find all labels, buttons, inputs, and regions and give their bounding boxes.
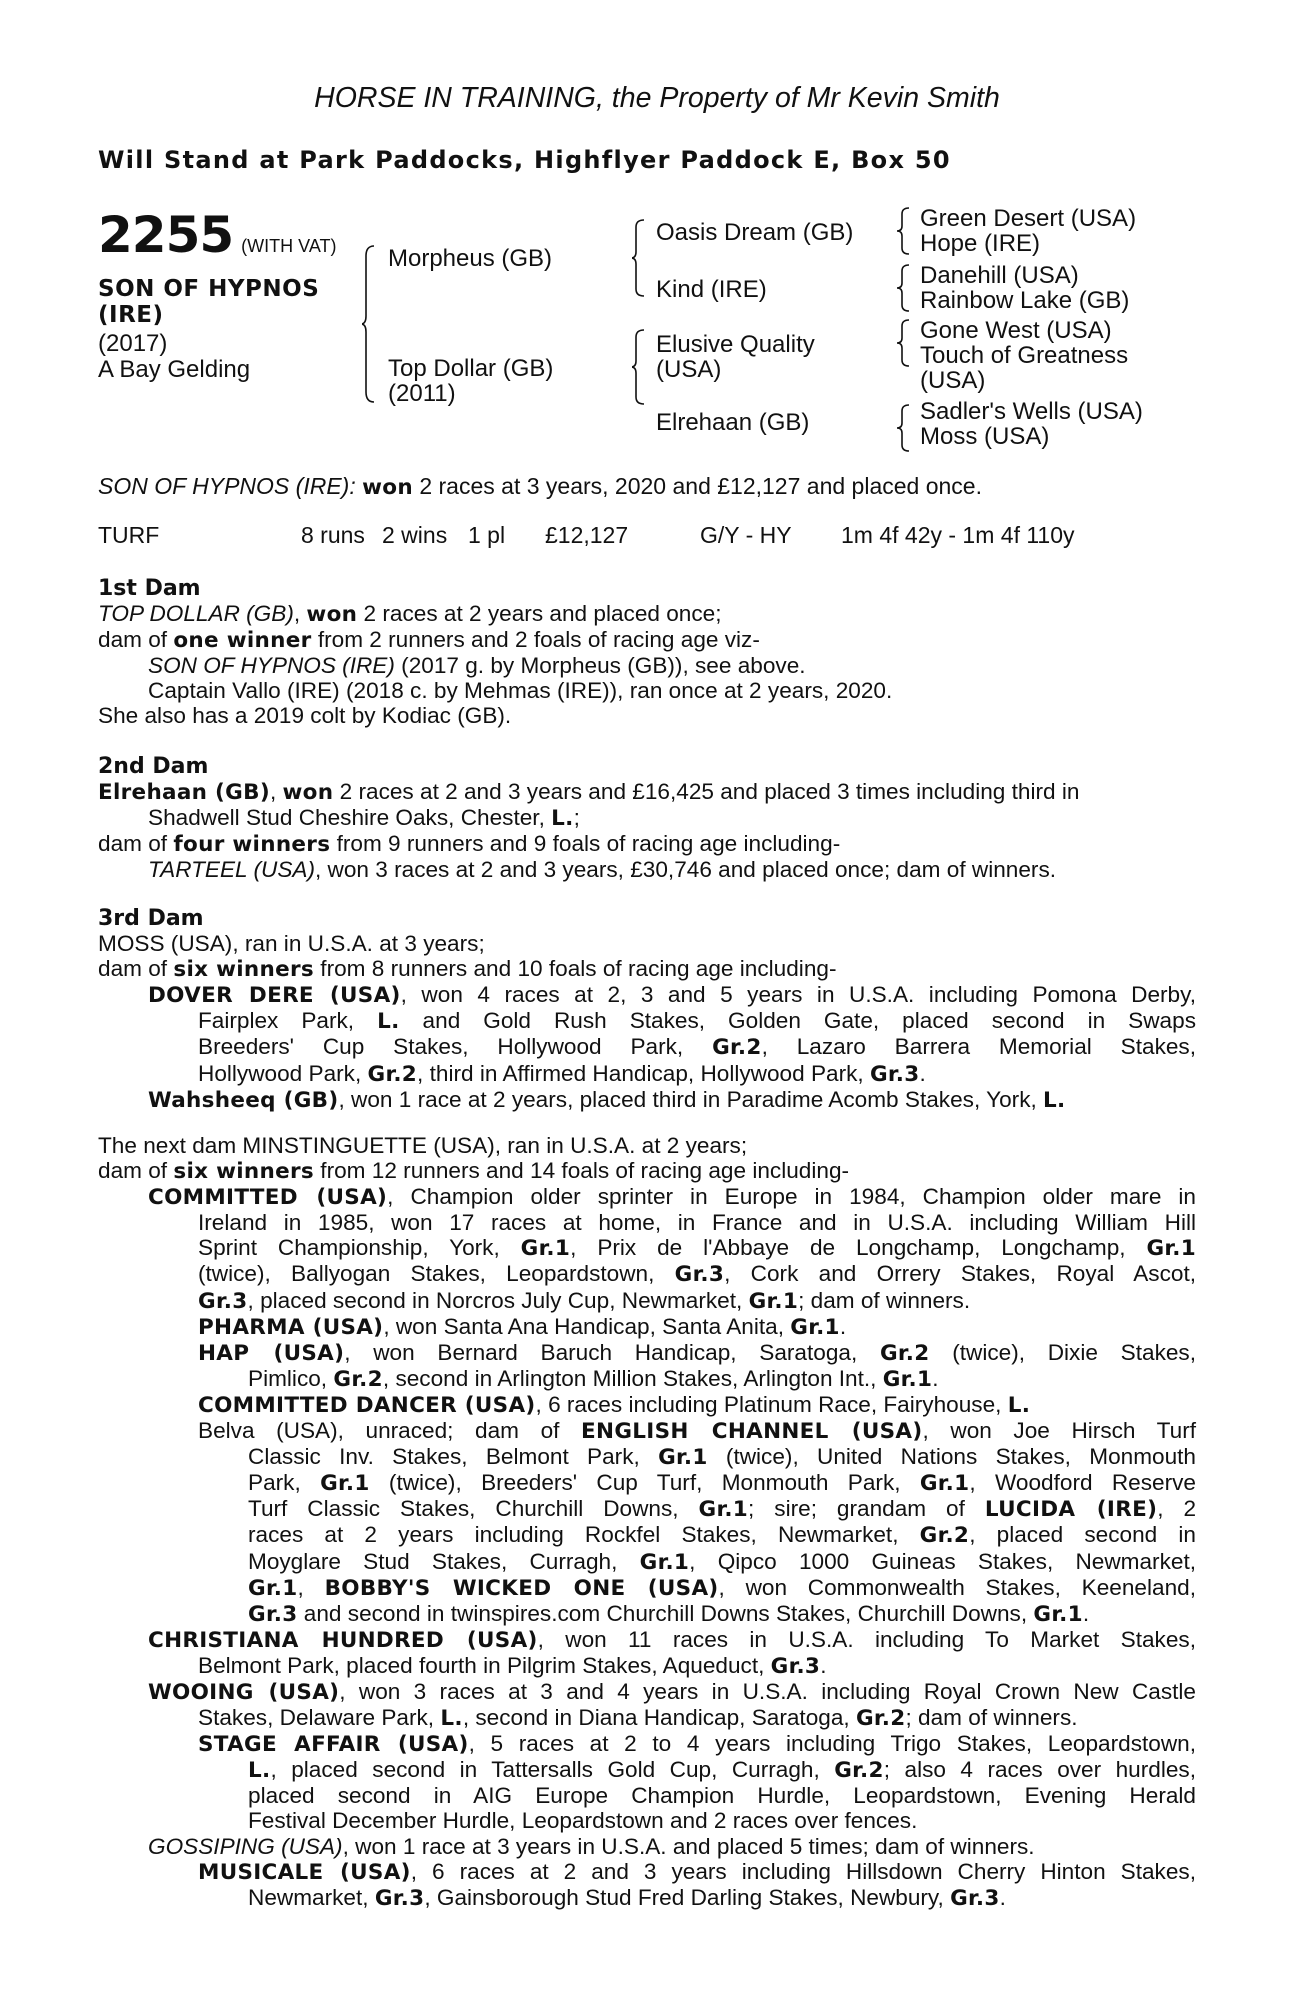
text: , Champion older sprinter in Europe in 1984, Champion older mare in [387, 1184, 1196, 1210]
race-grade: L. [1007, 1392, 1031, 1418]
third-dam-heading: 3rd Dam [98, 906, 204, 931]
first-dam-heading: 1st Dam [98, 576, 201, 601]
horse-name-suffix: (IRE) [98, 302, 164, 328]
race-grade: Gr.1 [520, 1236, 571, 1262]
dam-sire [656, 332, 815, 382]
race-grade: Gr.1 [320, 1471, 370, 1497]
sss: Green Desert (USA) [920, 205, 1137, 232]
dss: Gone West (USA) [920, 317, 1112, 344]
text: ; dam of winners. [798, 1287, 971, 1313]
text: and Gold Rush Stakes, Golden Gate, placed second in Swaps [399, 1008, 1196, 1034]
text: , 2 [1157, 1496, 1197, 1522]
text: (twice), Breeders' Cup Turf, Monmouth Park, [369, 1470, 920, 1496]
dam-sire-name: Elusive Quality [656, 331, 815, 358]
text: dam of [98, 956, 174, 982]
race-grade: Gr.3 [770, 1653, 821, 1679]
text: Breeders' Cup Stakes, Hollywood Park, [198, 1034, 713, 1060]
offspring-name: COMMITTED (USA) [148, 1185, 388, 1211]
text: Belmont Park, placed fourth in Pilgrim Stakes, Aqueduct, [198, 1652, 771, 1678]
dam-line: The next dam MINSTINGUETTE (USA), ran in U.S.A. at 2 years; [98, 1133, 748, 1158]
dds: Sadler's Wells (USA) [920, 398, 1143, 425]
text: ; also 4 races over hurdles, [883, 1757, 1196, 1783]
text: , Prix de l'Abbaye de Longchamp, Longchamp, [570, 1235, 1147, 1261]
race-grade: Gr.1 [919, 1471, 970, 1497]
text: Classic Inv. Stakes, Belmont Park, [248, 1444, 659, 1470]
summary-won: won [362, 475, 413, 500]
text: Pimlico, [248, 1365, 334, 1391]
text: , won 1 race at 2 years, placed third in Paradime Acomb Stakes, York, [338, 1086, 1044, 1112]
dam-brace [632, 328, 646, 406]
sd-brace [897, 263, 911, 313]
offspring-name: BOBBY'S WICKED ONE (USA) [324, 1575, 719, 1601]
text: , 5 races at 2 to 4 years including Trigo Stakes, Leopardstown, [468, 1731, 1196, 1757]
vat-note: (WITH VAT) [241, 236, 337, 256]
sire-dam-brace [362, 244, 376, 404]
sire-brace [632, 218, 646, 298]
offspring-name: DOVER DERE (USA) [148, 983, 401, 1009]
text: , placed second in [969, 1522, 1196, 1548]
text: from 2 runners and 2 foals of racing age viz- [311, 627, 760, 653]
race-grade: Gr.2 [919, 1523, 970, 1549]
race-grade: Gr.1 [639, 1549, 690, 1575]
race-grade: L. [551, 806, 574, 832]
race-grade: Gr.3 [869, 1061, 920, 1087]
race-grade: L. [1043, 1087, 1066, 1113]
turf-earnings: £12,127 [545, 522, 629, 548]
stand-location: Will Stand at Park Paddocks, Highflyer Paddock E, Box 50 [98, 146, 951, 174]
dam-name: TOP DOLLAR (GB) [98, 601, 294, 627]
text: . [839, 1313, 847, 1339]
sds: Danehill (USA) [920, 262, 1079, 289]
race-grade: Gr.2 [333, 1366, 383, 1392]
text: , second in Arlington Million Stakes, Arlington Int., [382, 1365, 883, 1391]
dam-sire-country: (USA) [656, 356, 722, 383]
dam-name: Top Dollar (GB) [388, 355, 554, 382]
text: . [919, 1060, 926, 1086]
text: , won Joe Hirsch Turf [922, 1418, 1197, 1444]
horse-name-line: SON OF HYPNOS [98, 276, 320, 302]
race-grade: Gr.3 [950, 1885, 1000, 1911]
text: dam of [98, 627, 174, 653]
race-grade: L. [248, 1758, 271, 1784]
text: , Cork and Orrery Stakes, Royal Ascot, [724, 1261, 1196, 1287]
race-grade: Gr.1 [658, 1445, 708, 1471]
text: , 6 races at 2 and 3 years including Hillsdown Cherry Hinton Stakes, [410, 1858, 1196, 1884]
winners-count: four winners [173, 832, 331, 858]
offspring-name: ENGLISH CHANNEL (USA) [581, 1419, 923, 1445]
text: , third in Affirmed Handicap, Hollywood Park, [417, 1060, 870, 1086]
text: Shadwell Stud Cheshire Oaks, Chester, [148, 805, 552, 831]
ss-brace [897, 206, 911, 256]
dam-dam: Elrehaan (GB) [656, 409, 810, 436]
text: Newmarket, [248, 1884, 375, 1910]
offspring-name: TARTEEL (USA) [148, 857, 315, 883]
text: (twice), Dixie Stakes, [929, 1339, 1197, 1365]
won-label: won [282, 780, 334, 806]
text: , won Bernard Baruch Handicap, Saratoga, [344, 1339, 880, 1365]
text: Turf Classic Stakes, Churchill Downs, [248, 1496, 699, 1522]
offspring-line: Captain Vallo (IRE) (2018 c. by Mehmas (IRE)), ran once at 2 years, 2020. [148, 678, 893, 704]
summary-text: 2 races at 3 years, 2020 and £12,127 and placed once. [412, 473, 982, 499]
text: , Gainsborough Stud Fred Darling Stakes, Newbury, [424, 1884, 951, 1910]
ssd: Hope (IRE) [920, 230, 1041, 257]
turf-surface: TURF [98, 522, 160, 548]
offspring-name: Wahsheeq (GB) [148, 1087, 339, 1113]
text: Hollywood Park, [198, 1060, 368, 1086]
race-grade: Gr.3 [248, 1601, 298, 1627]
won-label: won [306, 602, 358, 628]
dam-name: Elrehaan (GB) [98, 780, 270, 806]
text: , won 11 races in U.S.A. including To Market Stakes, [537, 1626, 1196, 1652]
text: . [999, 1884, 1006, 1910]
sire-sire: Oasis Dream (GB) [656, 219, 854, 246]
text: from 12 runners and 14 foals of racing age including- [314, 1158, 850, 1184]
text: dam of [98, 831, 174, 857]
race-grade: Gr.3 [674, 1262, 725, 1288]
text: , won Santa Ana Handicap, Santa Anita, [383, 1313, 791, 1339]
sire: Morpheus (GB) [388, 245, 553, 272]
race-grade: L. [440, 1706, 463, 1732]
text: from 8 runners and 10 foals of racing age including- [314, 956, 837, 982]
sdd: Rainbow Lake (GB) [920, 287, 1130, 314]
first-dam-section [98, 576, 1196, 729]
race-grade: Gr.2 [712, 1035, 762, 1061]
offspring-name: LUCIDA (IRE) [984, 1497, 1158, 1523]
note-line: She also has a 2019 colt by Kodiac (GB). [98, 703, 512, 729]
winners-count: six winners [173, 1159, 315, 1185]
text: , [297, 1574, 325, 1600]
horse-year: (2017) [98, 330, 168, 357]
text-line: Ireland in 1985, won 17 races at home, in France and in U.S.A. including William Hill [198, 1210, 1196, 1236]
lot-number: 2255 [98, 206, 234, 264]
summary-colon: : [349, 473, 363, 499]
sire-dam: Kind (IRE) [656, 276, 767, 303]
race-grade: Gr.1 [790, 1314, 840, 1340]
turf-runs: 8 runs [301, 522, 365, 548]
text-line: placed second in AIG Europe Champion Hurdle, Leopardstown, Evening Herald [248, 1783, 1196, 1809]
text: , Qipco 1000 Guineas Stakes, Newmarket, [689, 1548, 1196, 1574]
text: 2 races at 2 and 3 years and £16,425 and placed 3 times including third in [333, 779, 1080, 805]
race-grade: Gr.2 [855, 1706, 906, 1732]
text: , placed second in Norcros July Cup, Newmarket, [247, 1287, 749, 1313]
horse-name [98, 276, 358, 328]
winners-count: one winner [173, 628, 312, 654]
race-grade: Gr.2 [879, 1340, 930, 1366]
dam-year: (2011) [388, 380, 456, 407]
offspring-name: WOOING (USA) [148, 1679, 340, 1705]
race-grade: Gr.1 [1146, 1236, 1196, 1262]
text: Belva (USA), unraced; dam of [198, 1418, 582, 1444]
dsd-name: Touch of Greatness [920, 342, 1129, 369]
dsd [920, 343, 1128, 393]
offspring-name: STAGE AFFAIR (USA) [198, 1732, 469, 1758]
text: , second in Diana Handicap, Saratoga, [462, 1705, 856, 1731]
second-dam-section [98, 754, 1196, 882]
race-grade: Gr.1 [1033, 1601, 1083, 1627]
third-dam-section [98, 906, 1196, 1113]
offspring-name: MUSICALE (USA) [198, 1859, 411, 1885]
text: Stakes, Delaware Park, [198, 1705, 441, 1731]
dam-line: MOSS (USA), ran in U.S.A. at 3 years; [98, 931, 485, 957]
page-title: HORSE IN TRAINING, the Property of Mr Kevin Smith [314, 82, 1000, 114]
dd-brace [897, 403, 911, 453]
text: , placed second in Tattersalls Gold Cup, Curragh, [270, 1757, 835, 1783]
text: , [293, 601, 307, 627]
turf-wins: 2 wins [382, 522, 448, 548]
text: , Lazaro Barrera Memorial Stakes, [761, 1034, 1196, 1060]
turf-placed: 1 pl [468, 522, 506, 548]
text: Sprint Championship, York, [198, 1235, 521, 1261]
text: races at 2 years including Rockfel Stakes, Newmarket, [248, 1522, 920, 1548]
text: . [932, 1365, 939, 1391]
offspring-name: SON OF HYPNOS (IRE) [148, 653, 395, 679]
ddd: Moss (USA) [920, 423, 1050, 450]
offspring-name: PHARMA (USA) [198, 1314, 384, 1340]
text: dam of [98, 1158, 174, 1184]
race-summary [98, 474, 1196, 500]
text: and second in twinspires.com Churchill Downs Stakes, Churchill Downs, [297, 1600, 1034, 1626]
offspring-name: GOSSIPING (USA) [148, 1833, 343, 1859]
race-grade: Gr.1 [748, 1288, 799, 1314]
text: (twice), Ballyogan Stakes, Leopardstown, [198, 1261, 675, 1287]
text: . [820, 1652, 827, 1678]
text: , Woodford Reserve [969, 1470, 1196, 1496]
text: , won 3 races at 2 and 3 years, £30,746 and placed once; dam of winners. [314, 857, 1057, 883]
offspring-name: HAP (USA) [198, 1340, 345, 1366]
race-grade: Gr.3 [198, 1288, 248, 1314]
text: from 9 runners and 9 foals of racing age including- [330, 831, 841, 857]
text-line: Festival December Hurdle, Leopardstown and 2 races over fences. [248, 1808, 918, 1834]
text: Fairplex Park, [198, 1008, 378, 1034]
race-grade: Gr.2 [367, 1061, 418, 1087]
text: ; [573, 805, 580, 831]
text: , 6 races including Platinum Race, Fairyhouse, [535, 1391, 1008, 1417]
race-grade: Gr.2 [834, 1758, 884, 1784]
text: Moyglare Stud Stakes, Curragh, [248, 1548, 640, 1574]
text: , won Commonwealth Stakes, Keeneland, [718, 1574, 1196, 1600]
dam [388, 356, 553, 406]
text: . [1082, 1600, 1090, 1626]
offspring-name: CHRISTIANA HUNDRED (USA) [148, 1627, 538, 1653]
text: Park, [248, 1470, 321, 1496]
turf-distance: 1m 4f 42y - 1m 4f 110y [841, 522, 1075, 548]
text: , won 1 race at 3 years in U.S.A. and placed 5 times; dam of winners. [342, 1833, 1035, 1859]
race-grade: L. [377, 1009, 400, 1035]
text: , won 3 races at 3 and 4 years in U.S.A. including Royal Crown New Castle [339, 1678, 1196, 1704]
turf-going: G/Y - HY [700, 522, 792, 548]
next-dam-section [98, 1133, 1196, 1911]
second-dam-heading: 2nd Dam [98, 754, 209, 779]
race-grade: Gr.3 [374, 1885, 425, 1911]
horse-description: A Bay Gelding [98, 356, 251, 383]
text: , [269, 779, 283, 805]
text: 2 races at 2 years and placed once; [357, 601, 722, 627]
lot-header [98, 206, 336, 264]
race-grade: Gr.1 [248, 1575, 298, 1601]
text: ; sire; grandam of [748, 1496, 985, 1522]
dsd-country: (USA) [920, 367, 986, 394]
text: (twice), United Nations Stakes, Monmouth [707, 1444, 1196, 1470]
offspring-name: COMMITTED DANCER (USA) [198, 1392, 536, 1418]
race-grade: Gr.1 [698, 1497, 749, 1523]
summary-horse-name: SON OF HYPNOS (IRE) [98, 473, 350, 499]
text: (2017 g. by Morpheus (GB)), see above. [394, 653, 806, 679]
winners-count: six winners [173, 957, 315, 983]
text: ; dam of winners. [905, 1705, 1078, 1731]
text: , won 4 races at 2, 3 and 5 years in U.S.A. including Pomona Derby, [400, 982, 1196, 1008]
race-grade: Gr.1 [882, 1366, 933, 1392]
ds-brace [897, 318, 911, 368]
